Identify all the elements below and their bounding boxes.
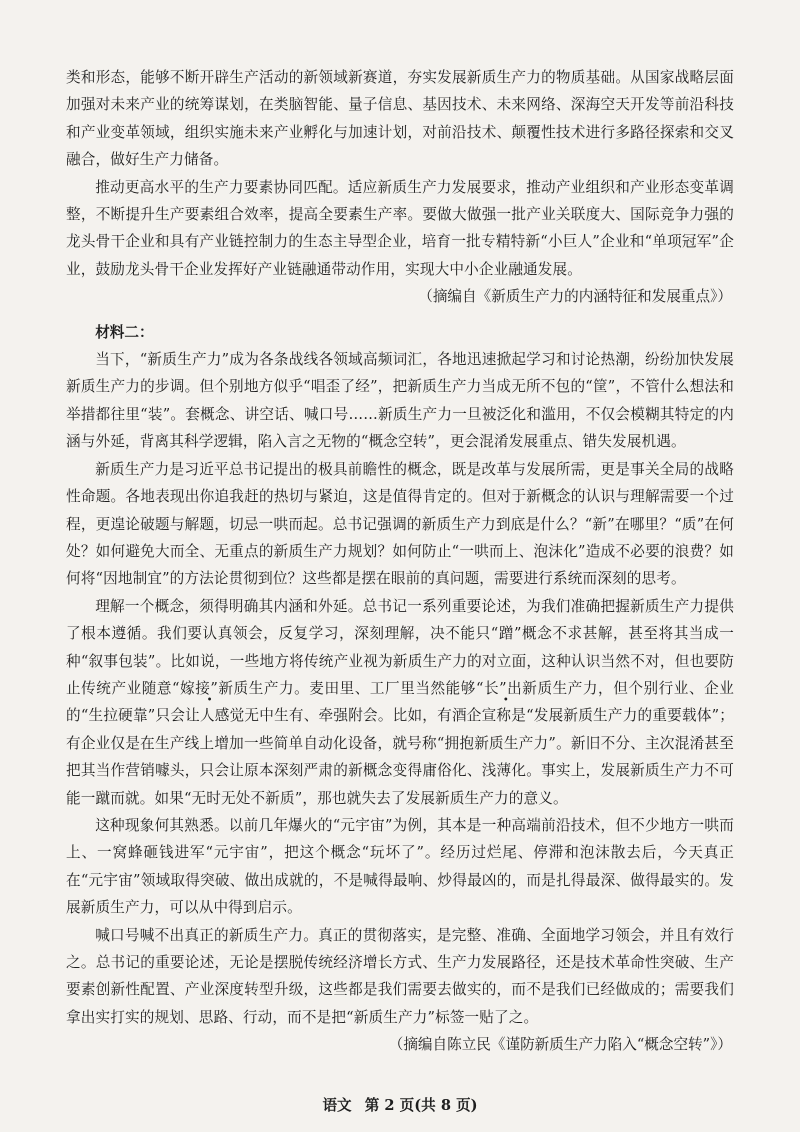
paragraph-concept-origin: 新质生产力是习近平总书记提出的极具前瞻性的概念，既是改革与发展所需，更是事关全局的战略性命题。各地表现出你追我赶的热切与紧迫，这是值得肯定的。但对于新概念的认识与理解需要一个过程，更遑论破题与解题，切忌一哄而起。总书记强调的新质生产力到底是什么？“新”在哪里？“质”在何处？如何避免大而全、无重点的新质生产力规划？如何防止“一哄而上、泡沫化”造成不必要的浪费？如何将“因地制宜”的方法论贯彻到位？这些都是摆在眼前的真问题，需要进行系统而深刻的思考。 (66, 460, 734, 588)
footer-page-number: 第 2 页(共 8 页) (364, 1097, 478, 1114)
paragraph-factor-matching: 推动更高水平的生产力要素协同匹配。适应新质生产力发展要求，推动产业组织和产业形态变革调整，不断提升生产要素组合效率，提高全要素生产率。要做大做强一批产业关联度大、国际竞争力强的龙头骨干企业和具有产业链控制力的生态主导型企业，培育一批专精特新“小巨人”企业和“单项冠军”企业，鼓励龙头骨干企业发挥好产业链融通带动作用，实现大中小企业融通发展。 (66, 178, 734, 278)
material-two-heading: 材料二： (95, 323, 154, 341)
paragraph-metaverse: 这种现象何其熟悉。以前几年爆火的“元宇宙”为例，其本是一种高端前沿技术，但不少地方一哄而上、一窝蜂砸钱进军“元宇宙”，把这个概念“玩坏了”。经历过烂尾、停滞和泡沫散去后，今天真正在“元宇宙”领域取得突破、做出成就的，不是喊得最响、炒得最凶的，而是扎得最深、做得最实的。发展新质生产力，可以从中得到启示。 (66, 816, 734, 917)
footer-subject: 语文 (322, 1097, 352, 1114)
p5-part-c: ”出新质生产力，但个别行业、企业的“生拉硬靠”只会让人感觉无中生有、牵强附会。比如，有酒企宣称是“发展新质生产力的重要载体”；有企业仅是在生产线上增加一些简单自动化设备，就号称“拥抱新质生产力”。新旧不分、主次混淆甚至把其当作营销噱头，只会让原本深刻严肃的新概念变得庸俗化、浅薄化。事实上，发展新质生产力不可能一蹴而就。如果“无时无处不新质”，那也就失去了发展新质生产力的意义。 (66, 679, 734, 807)
emphasis-grow: 长 (483, 679, 500, 697)
paragraph-slogans: 喊口号喊不出真正的新质生产力。真正的贯彻落实，是完整、准确、全面地学习领会，并且有效行之。总书记的重要论述，无论是摆脱传统经济增长方式、生产力发展路径，还是技术革命性突破、生产要素创新性配置、产业深度转型升级，这些都是我们需要去做实的，而不是我们已经做成的；需要我们拿出实打实的规划、思路、行动，而不是把“新质生产力”标签一贴了之。 (66, 926, 734, 1026)
paragraph-continuation: 类和形态，能够不断开辟生产活动的新领域新赛道，夯实发展新质生产力的物质基础。从国家战略层面加强对未来产业的统筹谋划，在类脑智能、量子信息、基因技术、未来网络、深海空天开发等前沿科技和产业变革领域，组织实施未来产业孵化与加速计划，对前沿技术、颠覆性技术进行多路径探索和交叉融合，做好生产力储备。 (66, 69, 734, 169)
source-citation-2: （摘编自陈立民《谨防新质生产力陷入“概念空转”》） (388, 1036, 732, 1054)
source-citation-1: （摘编自《新质生产力的内涵特征和发展重点》） (418, 288, 732, 306)
paragraph-understanding-concept (66, 593, 734, 812)
page-footer (0, 1094, 800, 1115)
p5-part-a: 理解一个概念，须得明确其内涵和外延。总书记一系列重要论述，为我们准确把握新质生产力提供了根本遵循。我们要认真领会，反复学习，深刻理解，决不能只“蹭”概念不求甚解，甚至将其当成一种“叙事包装”。比如说，一些地方将传统产业视为新质生产力的对立面，这种认识当然不对，但也要防止传统产业随意“ (66, 597, 734, 697)
emphasis-graft: 嫁接 (179, 679, 211, 697)
p5-part-b: ”新质生产力。麦田里、工厂里当然能够“ (210, 679, 484, 697)
paragraph-buzzword: 当下，“新质生产力”成为各条战线各领域高频词汇，各地迅速掀起学习和讨论热潮，纷纷加快发展新质生产力的步调。但个别地方似乎“唱歪了经”，把新质生产力当成无所不包的“筐”，不管什么想法和举措都往里“装”。套概念、讲空话、喊口号……新质生产力一旦被泛化和滥用，不仅会模糊其特定的内涵与外延，背离其科学逻辑，陷入言之无物的“概念空转”，更会混淆发展重点、错失发展机遇。 (66, 351, 734, 451)
